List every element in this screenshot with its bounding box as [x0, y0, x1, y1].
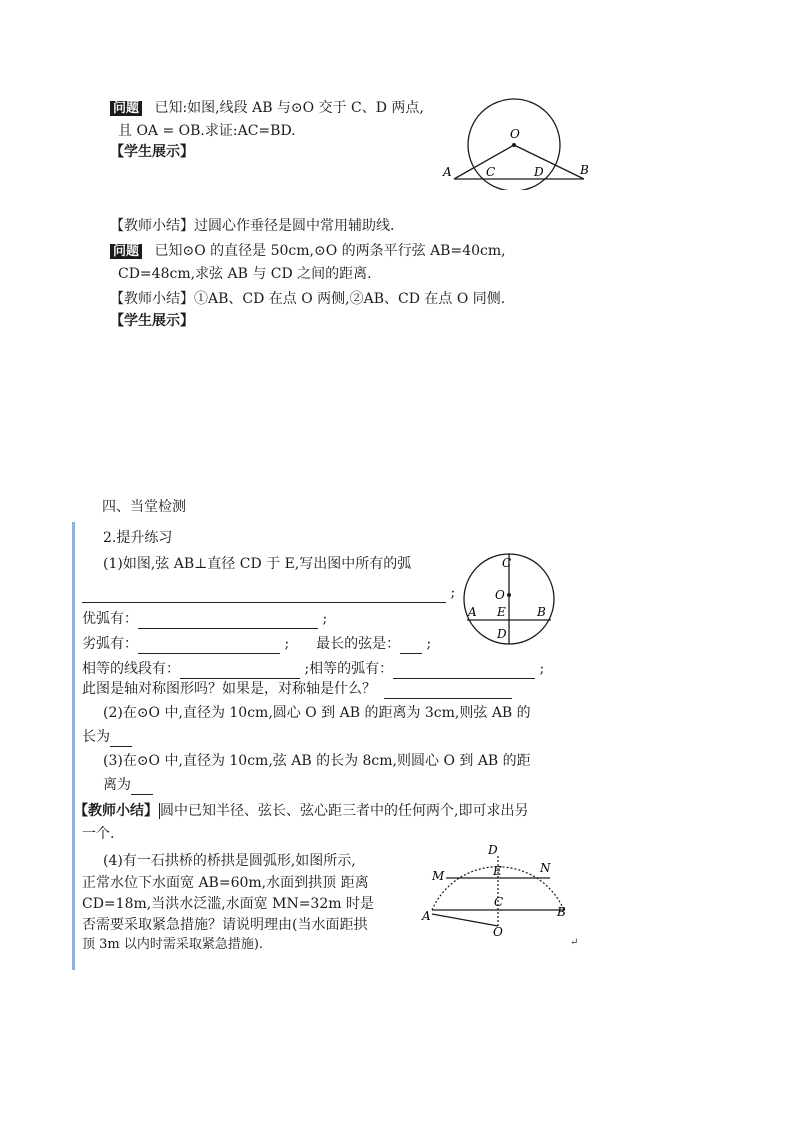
fig3-label-C: C	[494, 895, 504, 909]
semicolon-4: ;	[426, 636, 432, 652]
student-show-2: 【学生展示】	[110, 313, 194, 329]
return-mark: ↵	[570, 937, 579, 948]
longest-chord-label: 最长的弦是：	[316, 636, 401, 652]
problem-2-text-1: 已知⊙O 的直径是 50cm,⊙O 的两条平行弦 AB=40cm,	[154, 243, 506, 259]
teacher-summary-3-text: 圆中已知半径、弦长、弦心距三者中的任何两个,即可求出另	[160, 803, 529, 819]
fig1-label-B: B	[580, 163, 589, 177]
distance-blank[interactable]	[131, 780, 153, 795]
exercise-3-distance-label: 离为	[103, 777, 131, 793]
exercise-1-answer-line	[82, 583, 455, 603]
axis-question-line	[82, 679, 512, 699]
equal-arcs-blank[interactable]	[393, 664, 535, 679]
teacher-summary-2: 【教师小结】①AB、CD 在点 O 两侧,②AB、CD 在点 O 同侧.	[110, 291, 506, 307]
exercise-1-prompt: (1)如图,弦 AB⊥直径 CD 于 E,写出图中所有的弧	[103, 556, 412, 572]
exercise-4-line-3: CD=18m,当洪水泛滥,水面宽 MN=32m 时是	[82, 896, 374, 912]
teacher-summary-3-line-2: 一个.	[82, 826, 115, 842]
fig3-label-D: D	[488, 843, 498, 857]
fig2-label-O: O	[495, 588, 505, 602]
fig1-label-C: C	[486, 165, 496, 179]
fig3-label-B: B	[557, 905, 566, 919]
problem-2-line-2: CD=48cm,求弦 AB 与 CD 之间的距离.	[118, 266, 372, 282]
minor-arcs-label: 劣弧有：	[82, 636, 138, 652]
problem-2-line-1	[110, 241, 506, 262]
exercise-2-line-2	[82, 727, 132, 747]
semicolon-5: ;	[304, 661, 310, 677]
equal-arcs-label: 相等的弧有：	[309, 661, 394, 677]
minor-arcs-line	[82, 634, 431, 654]
fig2-label-B: B	[537, 605, 546, 619]
fig3-label-E: E	[493, 864, 502, 878]
figure-1-circle-diagram	[438, 90, 598, 190]
teacher-summary-1: 【教师小结】过圆心作垂径是圆中常用辅助线.	[110, 218, 395, 234]
equal-segments-label: 相等的线段有：	[82, 661, 180, 677]
exercise-4-line-5: 顶 3m 以内时需采取紧急措施).	[82, 937, 264, 952]
exercise-3-line-2	[103, 775, 153, 795]
semicolon-6: ;	[539, 661, 545, 677]
fig2-label-C: C	[502, 556, 512, 570]
semicolon-1: ;	[450, 585, 456, 601]
semicolon-2: ;	[322, 611, 328, 627]
problem-2-tag: 问题	[110, 244, 142, 259]
problem-1-line-2: 且 OA = OB.求证:AC=BD.	[118, 123, 296, 139]
teacher-summary-3-tag: 【教师小结】	[74, 803, 158, 819]
major-arcs-label: 优弧有：	[82, 611, 138, 627]
exercise-3-line-1: (3)在⊙O 中,直径为 10cm,弦 AB 的长为 8cm,则圆心 O 到 AB 的距	[103, 753, 531, 769]
subsection-title: 2.提升练习	[103, 530, 173, 546]
semicolon-3: ;	[284, 636, 290, 652]
axis-question-text: 此图是轴对称图形吗？如果是，对称轴是什么？	[82, 681, 376, 697]
minor-arcs-blank[interactable]	[138, 639, 280, 654]
fig1-label-O: O	[510, 127, 520, 141]
longest-chord-blank[interactable]	[400, 639, 422, 654]
fig3-label-A: A	[422, 909, 431, 923]
major-arcs-line	[82, 609, 327, 629]
fig3-label-N: N	[540, 861, 551, 875]
equal-line	[82, 659, 544, 679]
fig2-label-E: E	[497, 605, 506, 619]
exercise-4-line-4: 否需要采取紧急措施？请说明理由(当水面距拱	[82, 917, 368, 933]
fig2-label-D: D	[497, 627, 507, 641]
figure-2-circle-diagram	[460, 550, 560, 650]
figure-3-arch-bridge-diagram	[420, 842, 580, 938]
section-left-bar	[72, 522, 75, 970]
exercise-2-length-label: 长为	[82, 729, 110, 745]
section-4-title: 四、当堂检测	[102, 499, 186, 515]
fig2-label-A: A	[468, 605, 477, 619]
major-arcs-blank[interactable]	[138, 614, 318, 629]
problem-1-line-1	[110, 98, 424, 119]
exercise-4-line-2: 正常水位下水面宽 AB=60m,水面到拱顶 距离	[82, 875, 369, 891]
teacher-summary-3-line-1	[74, 801, 528, 821]
fig1-label-D: D	[534, 165, 544, 179]
all-arcs-blank[interactable]	[82, 588, 446, 603]
fig3-label-O: O	[493, 925, 503, 938]
axis-answer-blank[interactable]	[384, 684, 512, 699]
problem-1-tag: 问题	[110, 101, 142, 116]
student-show-1: 【学生展示】	[110, 144, 194, 160]
problem-1-text-1: 已知:如图,线段 AB 与⊙O 交于 C、D 两点,	[154, 100, 424, 116]
fig3-label-M: M	[432, 869, 445, 883]
fig1-label-A: A	[443, 165, 452, 179]
equal-segments-blank[interactable]	[180, 664, 300, 679]
exercise-4-line-1: (4)有一石拱桥的桥拱是圆弧形,如图所示,	[103, 853, 356, 869]
chord-length-blank[interactable]	[110, 732, 132, 747]
exercise-2-line-1: (2)在⊙O 中,直径为 10cm,圆心 O 到 AB 的距离为 3cm,则弦 AB 的	[103, 705, 531, 721]
